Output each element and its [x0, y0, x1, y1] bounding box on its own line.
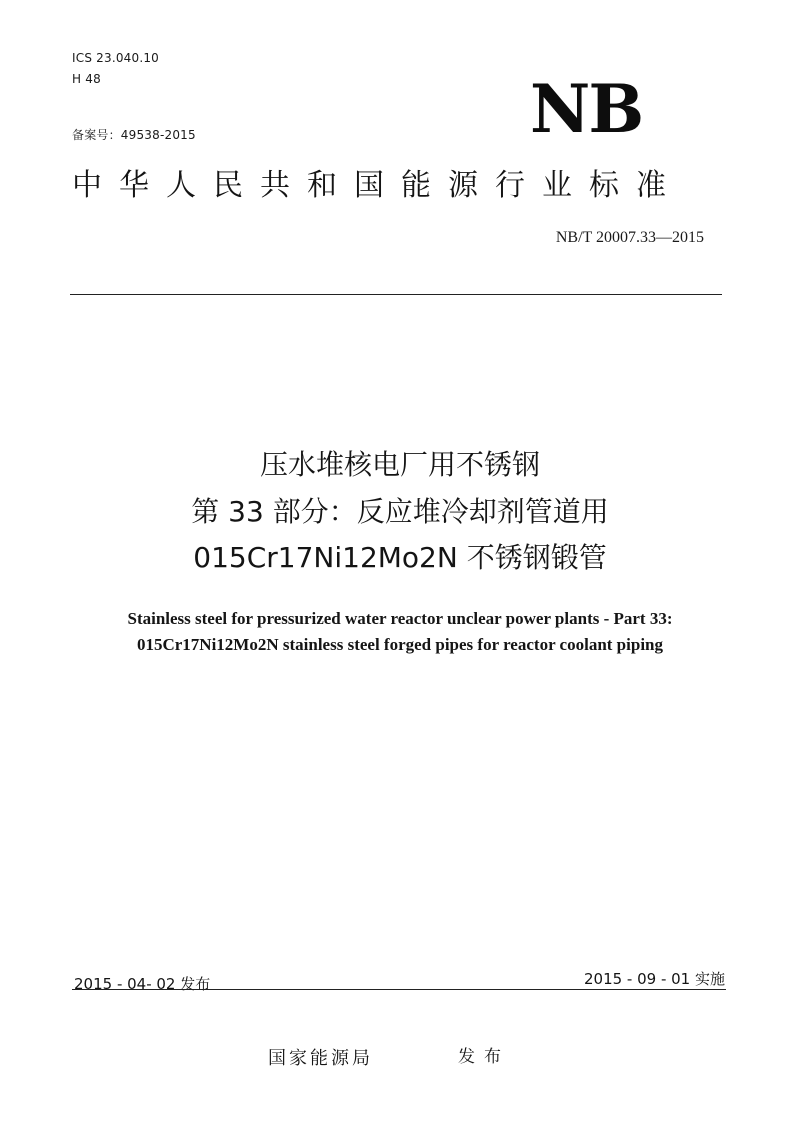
publish-label: 发布: [458, 1047, 510, 1067]
title-cn-line-3: 015Cr17Ni12Mo2N 不锈钢锻管: [193, 541, 607, 574]
standard-number: NB/T 20007.33—2015: [555, 229, 704, 246]
title-cn-line-2: 第 33 部分：反应堆冷却剂管道用: [191, 495, 609, 528]
title-en-line-1: Stainless steel for pressurized water reactor unclear power plants - Part 33:: [127, 609, 673, 628]
ccs-code: H 48: [72, 72, 101, 86]
footer-divider: [72, 989, 726, 990]
issuing-authority: 国家能源局: [268, 1048, 373, 1069]
issue-date: 2015 - 04- 02 发布: [74, 975, 211, 993]
title-cn-line-1: 压水堆核电厂用不锈钢: [259, 448, 540, 481]
title-en-line-2: 015Cr17Ni12Mo2N stainless steel forged pipes for reactor coolant piping: [136, 635, 663, 654]
implementation-date: 2015 - 09 - 01 实施: [583, 970, 725, 988]
header-divider: [70, 294, 722, 295]
ics-code: ICS 23.040.10: [72, 51, 160, 65]
nb-logo: NB: [530, 70, 643, 148]
record-number: 备案号：49538-2015: [72, 128, 196, 142]
standard-category-heading: 中华人民共和国能源行业标准: [72, 168, 683, 203]
